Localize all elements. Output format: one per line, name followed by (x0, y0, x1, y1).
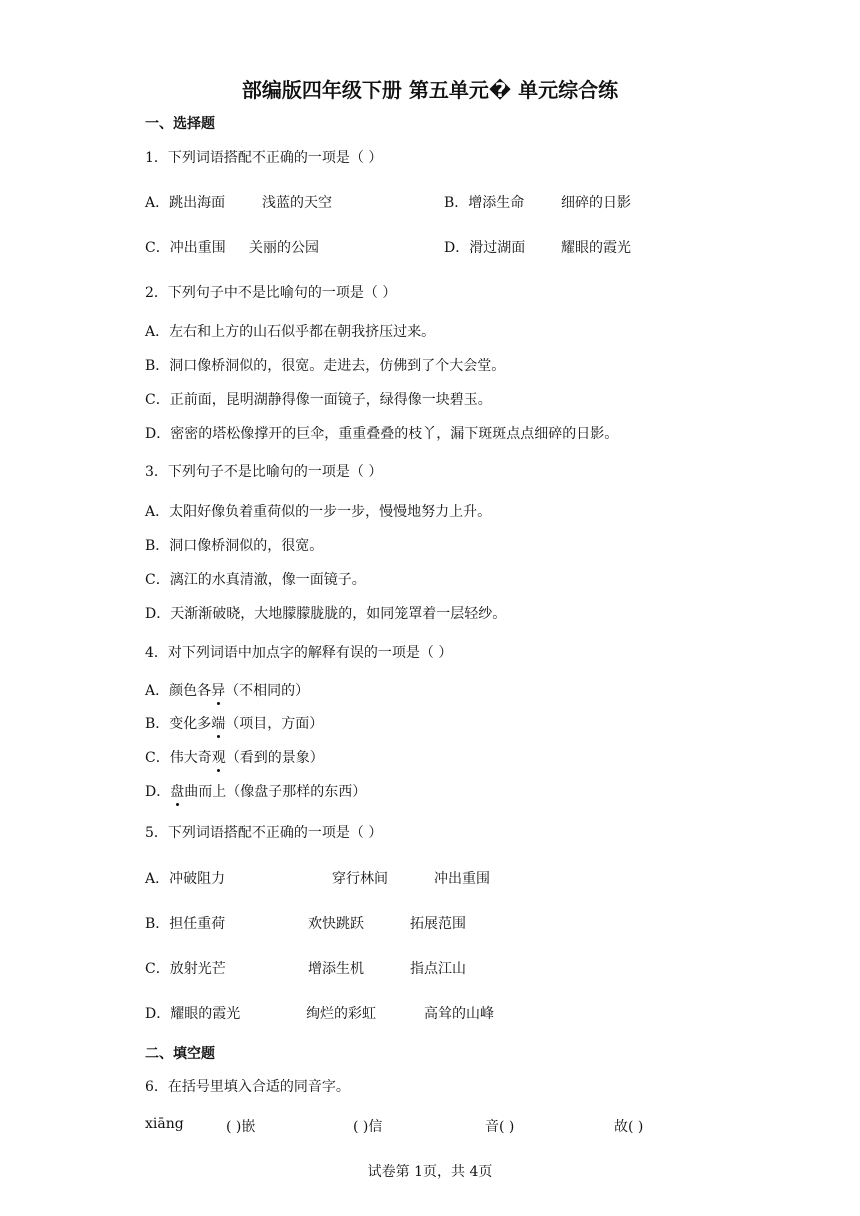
q3-option-a: A．太阳好像负着重荷似的一步一步，慢慢地努力上升。 (145, 504, 492, 520)
q1-option-c-word1: C．冲出重围 (145, 240, 226, 256)
question-6-stem: 6．在括号里填入合适的同音字。 (145, 1079, 350, 1095)
q6-blank-4[interactable]: 故( ) (614, 1119, 644, 1135)
q4-option-d-prefix: D． (145, 784, 171, 800)
q4-option-a (145, 680, 309, 700)
question-1-stem: 1．下列词语搭配不正确的一项是（ ） (145, 150, 383, 166)
q1-option-d-word1: D．滑过湖面 (444, 240, 526, 256)
q2-option-d: D．密密的塔松像撑开的巨伞，重重叠叠的枝丫，漏下斑斑点点细碎的日影。 (145, 426, 619, 442)
question-2-stem: 2．下列句子中不是比喻句的一项是（ ） (145, 285, 397, 301)
q6-blank-3[interactable]: 音( ) (485, 1119, 515, 1135)
page-title: 部编版四年级下册 第五单元� 单元综合练 (241, 78, 619, 102)
q4-option-c-gloss: （看到的景象） (225, 750, 324, 766)
q4-option-c (145, 747, 324, 767)
q4-option-b-gloss: （项目，方面） (225, 716, 324, 732)
q1-option-c-word2: 关丽的公园 (249, 240, 319, 256)
page-footer: 试卷第 1页，共 4页 (367, 1164, 493, 1180)
q4-option-a-prefix: A．颜色各 (145, 683, 212, 699)
q4-option-d (145, 781, 366, 801)
q1-option-a-word1: A．跳出海面 (145, 195, 226, 211)
q5-option-c-word1: C．放射光芒 (145, 961, 226, 977)
q1-option-d-word2: 耀眼的霞光 (561, 240, 631, 256)
q1-option-a-word2: 浅蓝的天空 (262, 195, 332, 211)
q4-option-b-prefix: B．变化多 (145, 716, 212, 732)
q4-option-a-gloss: （不相同的） (225, 683, 310, 699)
q4-option-b-dotted-char: 端 (211, 713, 225, 733)
q4-option-d-dotted-char: 盘 (170, 781, 184, 801)
q5-option-b-word1: B．担任重荷 (145, 916, 226, 932)
q5-option-b-word2: 欢快跳跃 (308, 916, 364, 932)
q5-option-d-word1: D．耀眼的霞光 (145, 1006, 241, 1022)
q5-option-a-word3: 冲出重围 (434, 871, 490, 887)
q4-option-a-dotted-char: 异 (211, 680, 225, 700)
q3-option-c: C．漓江的水真清澈，像一面镜子。 (145, 572, 366, 588)
q4-option-b (145, 713, 323, 733)
q6-blank-2[interactable]: ( )信 (353, 1119, 383, 1135)
q5-option-a-word2: 穿行林间 (332, 871, 388, 887)
q2-option-c: C．正前面，昆明湖静得像一面镜子，绿得像一块碧玉。 (145, 392, 492, 408)
question-3-stem: 3．下列句子不是比喻句的一项是（ ） (145, 464, 383, 480)
q5-option-c-word2: 增添生机 (308, 961, 364, 977)
q1-option-b-word2: 细碎的日影 (561, 195, 631, 211)
q4-option-d-gloss: 曲而上（像盘子那样的东西） (184, 784, 367, 800)
q2-option-a: A．左右和上方的山石似乎都在朝我挤压过来。 (145, 324, 436, 340)
q1-option-b-word1: B．增添生命 (444, 195, 525, 211)
q3-option-d: D．天渐渐破晓，大地朦朦胧胧的，如同笼罩着一层轻纱。 (145, 606, 507, 622)
q2-option-b: B．洞口像桥洞似的，很宽。走进去，仿佛到了个大会堂。 (145, 358, 506, 374)
section-heading-fill: 二、填空题 (145, 1046, 215, 1062)
section-heading-choice: 一、选择题 (145, 116, 215, 132)
q5-option-a-word1: A．冲破阻力 (145, 871, 226, 887)
q5-option-c-word3: 指点江山 (410, 961, 466, 977)
q4-option-c-dotted-char: 观 (212, 747, 226, 767)
q3-option-b: B．洞口像桥洞似的，很宽。 (145, 538, 324, 554)
q5-option-d-word3: 高耸的山峰 (424, 1006, 494, 1022)
q5-option-d-word2: 绚烂的彩虹 (306, 1006, 376, 1022)
q6-pinyin: xiāng (145, 1116, 184, 1132)
question-4-stem: 4．对下列词语中加点字的解释有误的一项是（ ） (145, 645, 453, 661)
q5-option-b-word3: 拓展范围 (410, 916, 466, 932)
q4-option-c-prefix: C．伟大奇 (145, 750, 212, 766)
question-5-stem: 5．下列词语搭配不正确的一项是（ ） (145, 825, 383, 841)
q6-blank-1[interactable]: ( )嵌 (226, 1119, 256, 1135)
